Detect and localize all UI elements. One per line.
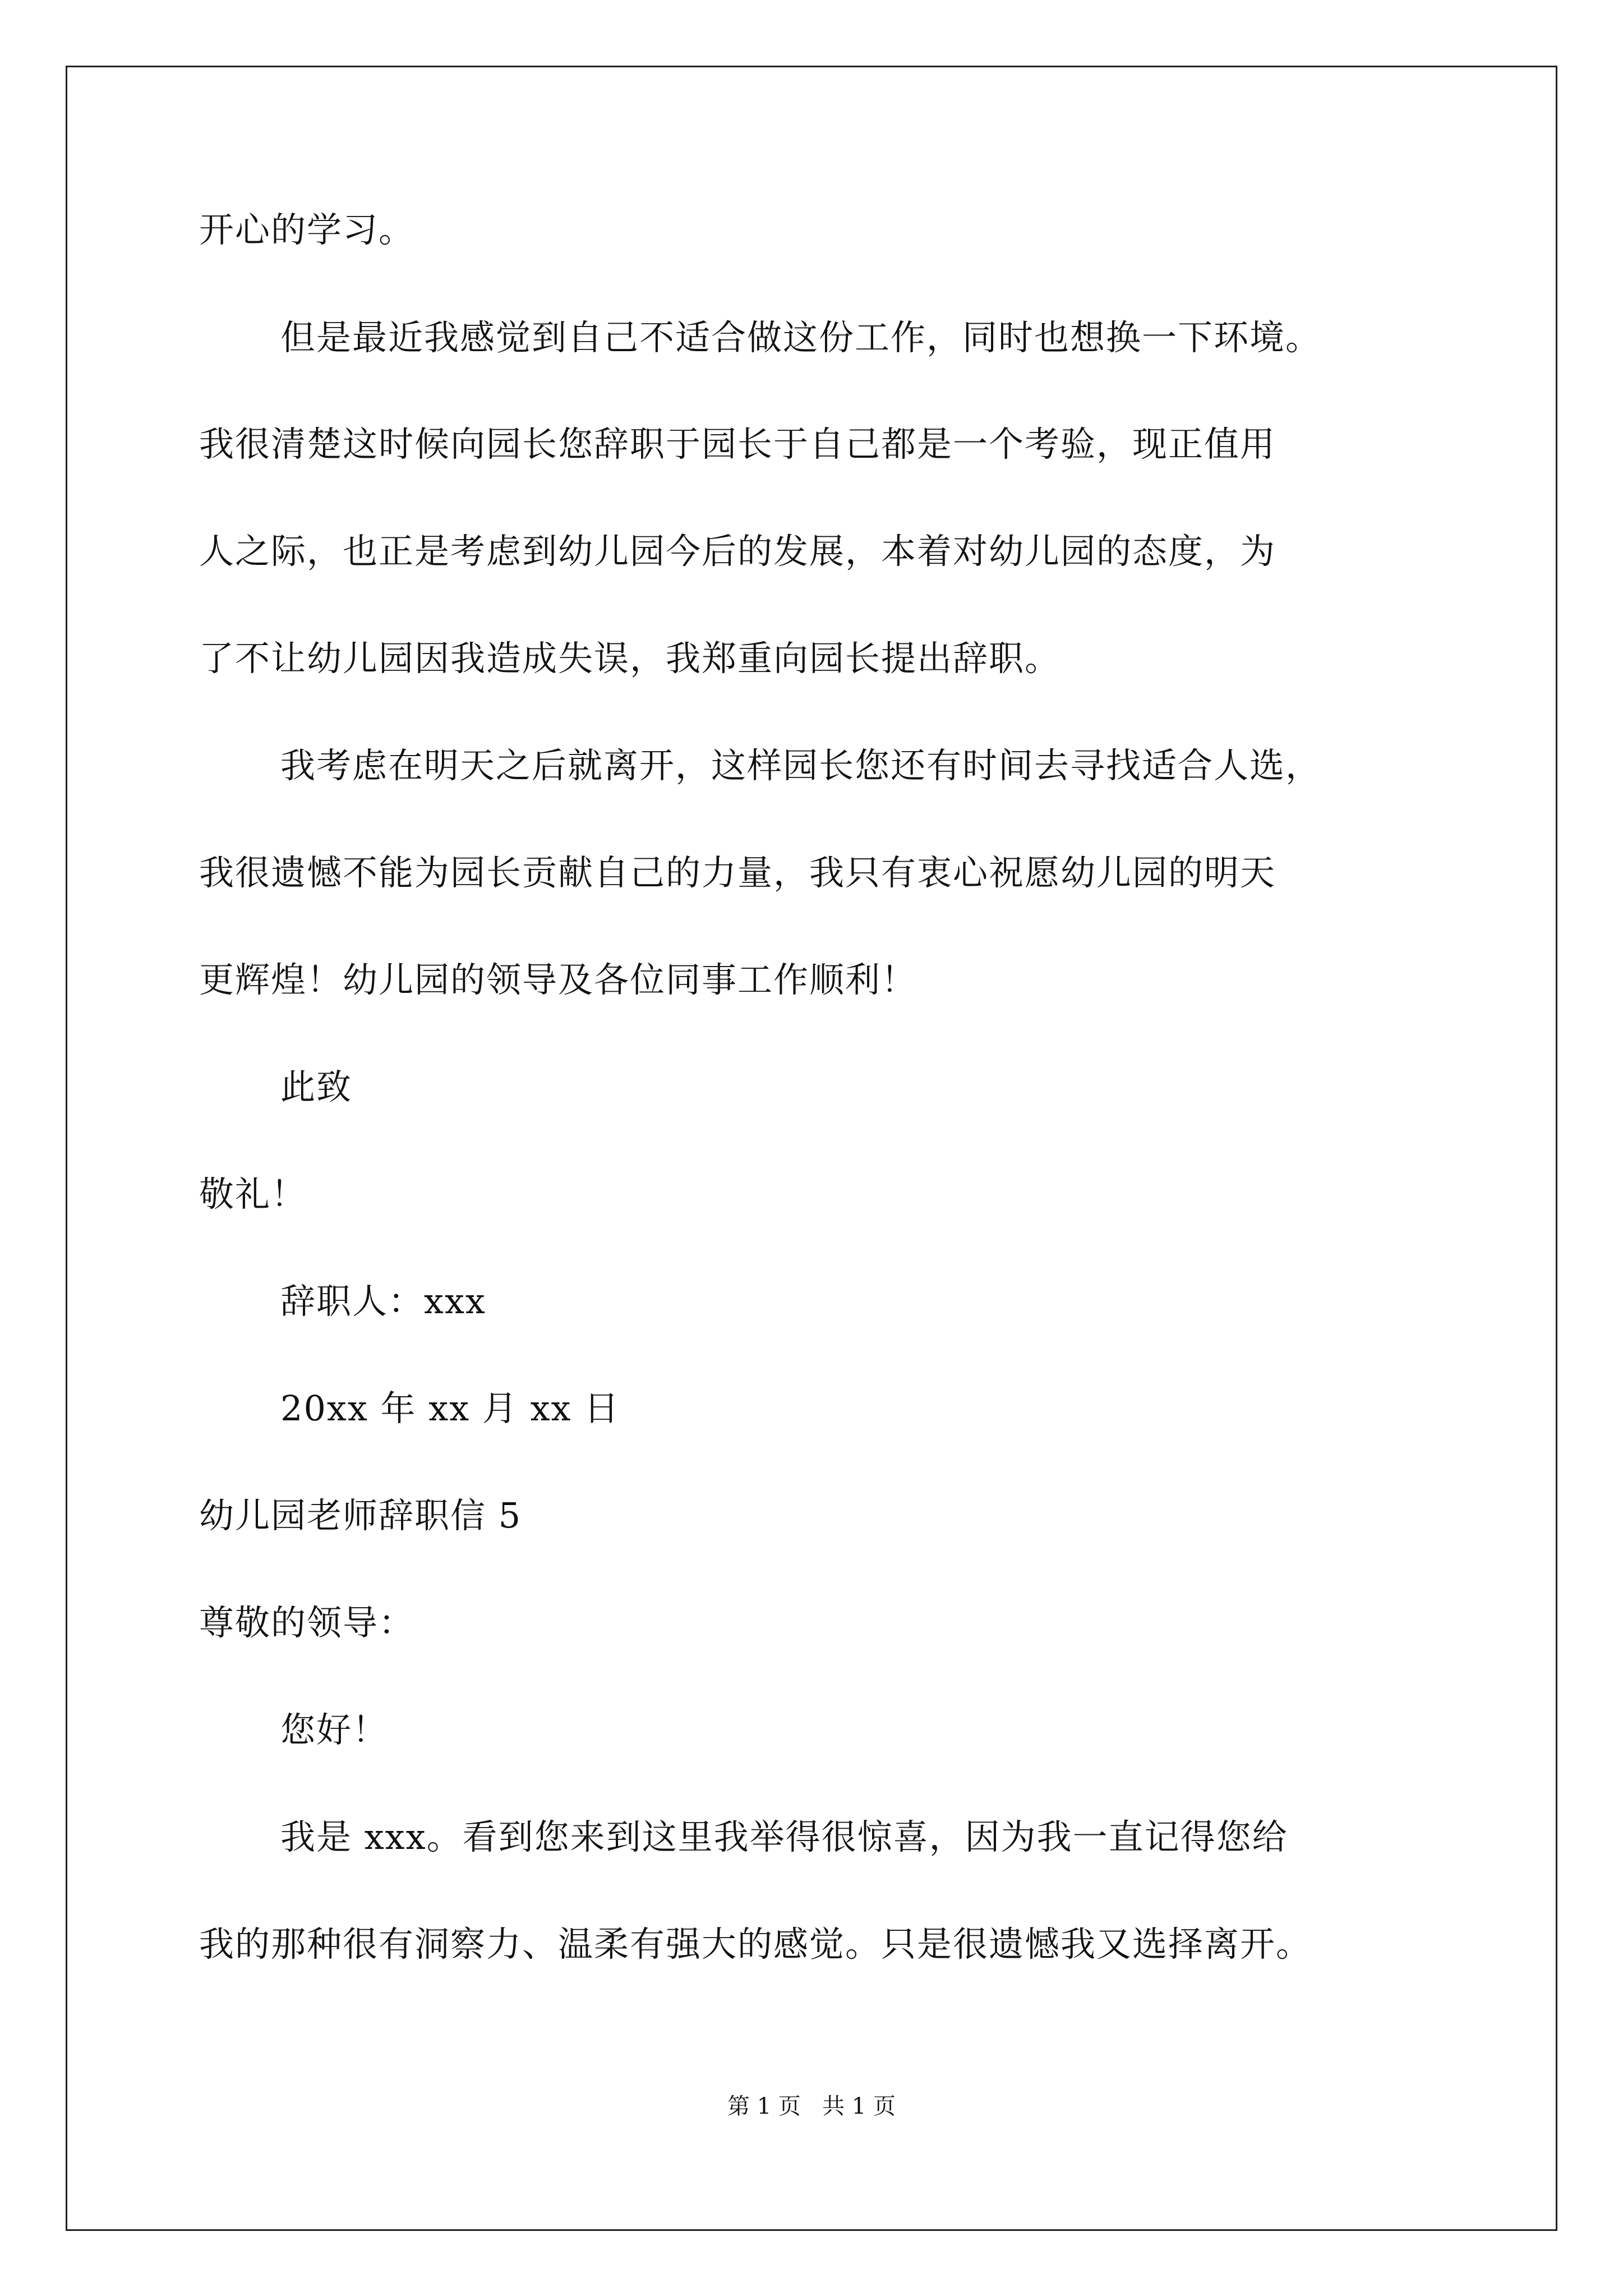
text-line-7: 我很遗憾不能为园长贡献自己的力量，我只有衷心祝愿幼儿园的明天 [199,852,1276,893]
date-line: 20xx 年 xx 月 xx 日 [280,1388,620,1429]
closing-respect: 敬礼！ [199,1174,307,1214]
signature-line: 辞职人：xxx [280,1281,486,1322]
text-line-6: 我考虑在明天之后就离开，这样园长您还有时间去寻找适合人选， [280,745,1322,786]
greeting-line: 您好！ [280,1709,389,1750]
text-line-4: 人之际，也正是考虑到幼儿园今后的发展，本着对幼儿园的态度，为 [199,531,1276,572]
page-footer: 第 1 页 共 1 页 [727,2093,896,2119]
text-line-16: 我是 xxx。看到您来到这里我举得很惊喜，因为我一直记得您给 [280,1816,1288,1857]
page-frame [66,66,1557,2231]
text-line-2: 但是最近我感觉到自己不适合做这份工作，同时也想换一下环境。 [280,317,1322,358]
text-line-5: 了不让幼儿园因我造成失误，我郑重向园长提出辞职。 [199,638,1061,679]
text-line-1: 开心的学习。 [199,209,415,250]
letter-title: 幼儿园老师辞职信 5 [199,1495,522,1536]
closing-salutation: 此致 [280,1066,353,1107]
addressee-line: 尊敬的领导： [199,1602,415,1643]
text-line-3: 我很清楚这时候向园长您辞职于园长于自己都是一个考验，现正值用 [199,424,1276,464]
text-line-17: 我的那种很有洞察力、温柔有强大的感觉。只是很遗憾我又选择离开。 [199,1924,1312,1964]
text-line-8: 更辉煌！幼儿园的领导及各位同事工作顺利！ [199,959,917,1000]
